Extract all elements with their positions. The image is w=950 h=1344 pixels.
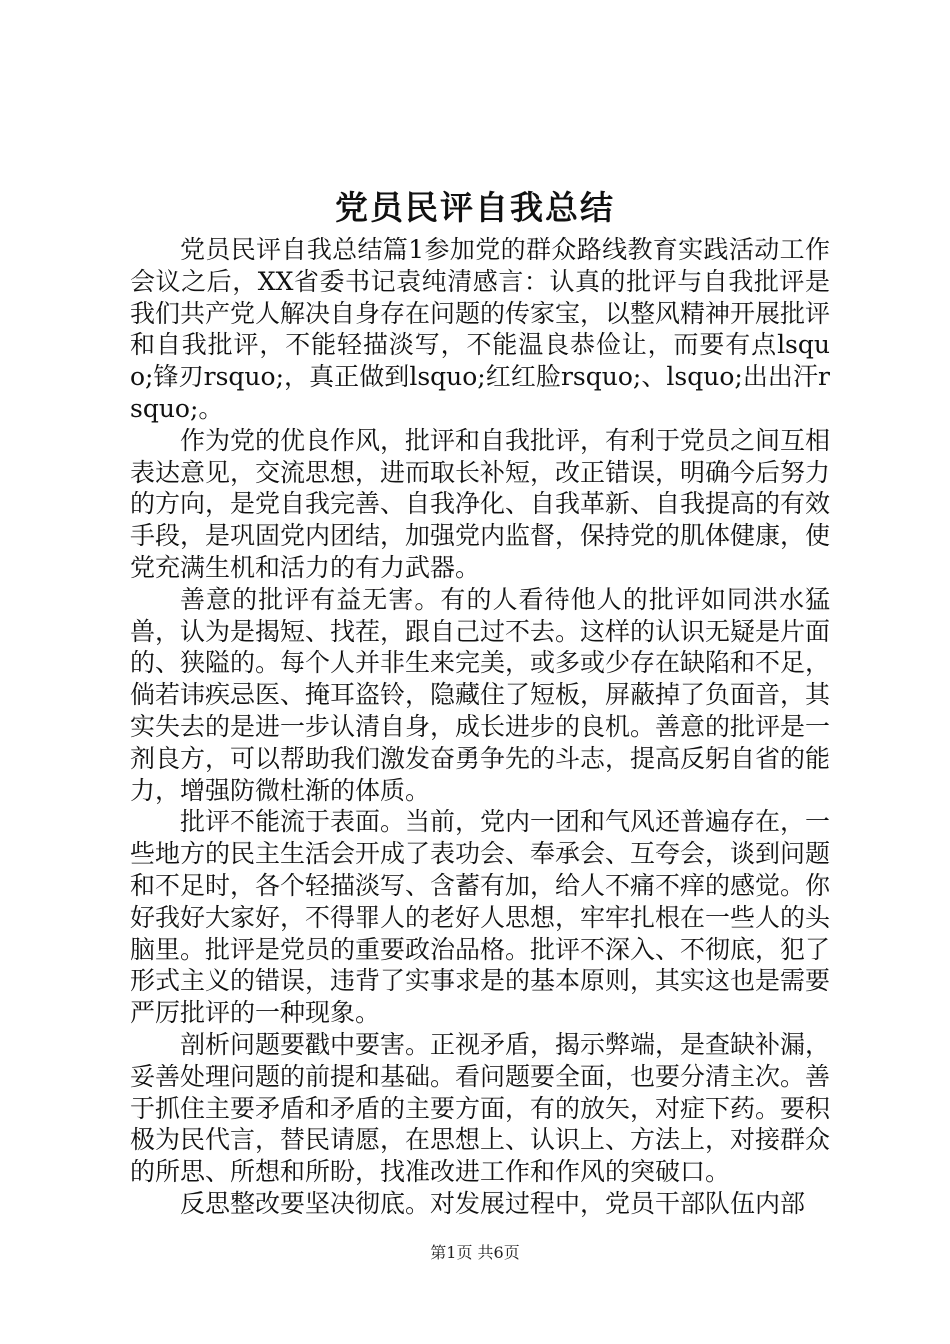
document-body	[130, 234, 830, 1220]
page-number-label: 第1页 共6页	[430, 1243, 520, 1262]
paragraph-6: 反思整改要坚决彻底。对发展过程中，党员干部队伍内部	[180, 1188, 806, 1218]
document-title: 党员民评自我总结	[335, 188, 615, 227]
paragraph-3: 善意的批评有益无害。有的人看待他人的批评如同洪水猛兽，认为是揭短、找茬，跟自己过不去。这样的认识无疑是片面的、狭隘的。每个人并非生来完美，或多或少存在缺陷和不足，倘若讳疾忌医、掩耳盗铃，隐藏住了短板，屏蔽掉了负面音，其实失去的是进一步认清自身，成长进步的良机。善意的批评是一剂良方，可以帮助我们激发奋勇争先的斗志，提高反躬自省的能力，增强防微杜渐的体质。	[130, 584, 831, 805]
paragraph-5: 剖析问题要戳中要害。正视矛盾，揭示弊端，是查缺补漏，妥善处理问题的前提和基础。看问题要全面，也要分清主次。善于抓住主要矛盾和矛盾的主要方面，有的放矢，对症下药。要积极为民代言，替民请愿，在思想上、认识上、方法上，对接群众的所思、所想和所盼，找准改进工作和作风的突破口。	[130, 1029, 831, 1187]
paragraph-2: 作为党的优良作风，批评和自我批评，有利于党员之间互相表达意见，交流思想，进而取长补短，改正错误，明确今后努力的方向，是党自我完善、自我净化、自我革新、自我提高的有效手段，是巩固党内团结，加强党内监督，保持党的肌体健康，使党充满生机和活力的有力武器。	[130, 425, 831, 582]
paragraph-1: 党员民评自我总结篇1参加党的群众路线教育实践活动工作会议之后，XX省委书记袁纯清感言：认真的批评与自我批评是我们共产党人解决自身存在问题的传家宝，以整风精神开展批评和自我批评，不能轻描淡写，不能温良恭俭让，而要有点lsquo;锋刃rsquo;，真正做到lsquo;红红脸rsquo;、lsquo;出出汗rsquo;。	[130, 235, 831, 423]
paragraph-4: 批评不能流于表面。当前，党内一团和气风还普遍存在，一些地方的民主生活会开成了表功会、奉承会、互夸会，谈到问题和不足时，各个轻描淡写、含蓄有加，给人不痛不痒的感觉。你好我好大家好，不得罪人的老好人思想，牢牢扎根在一些人的头脑里。批评是党员的重要政治品格。批评不深入、不彻底，犯了形式主义的错误，违背了实事求是的基本原则，其实这也是需要严厉批评的一种现象。	[130, 807, 831, 1028]
page-footer	[0, 1242, 950, 1264]
